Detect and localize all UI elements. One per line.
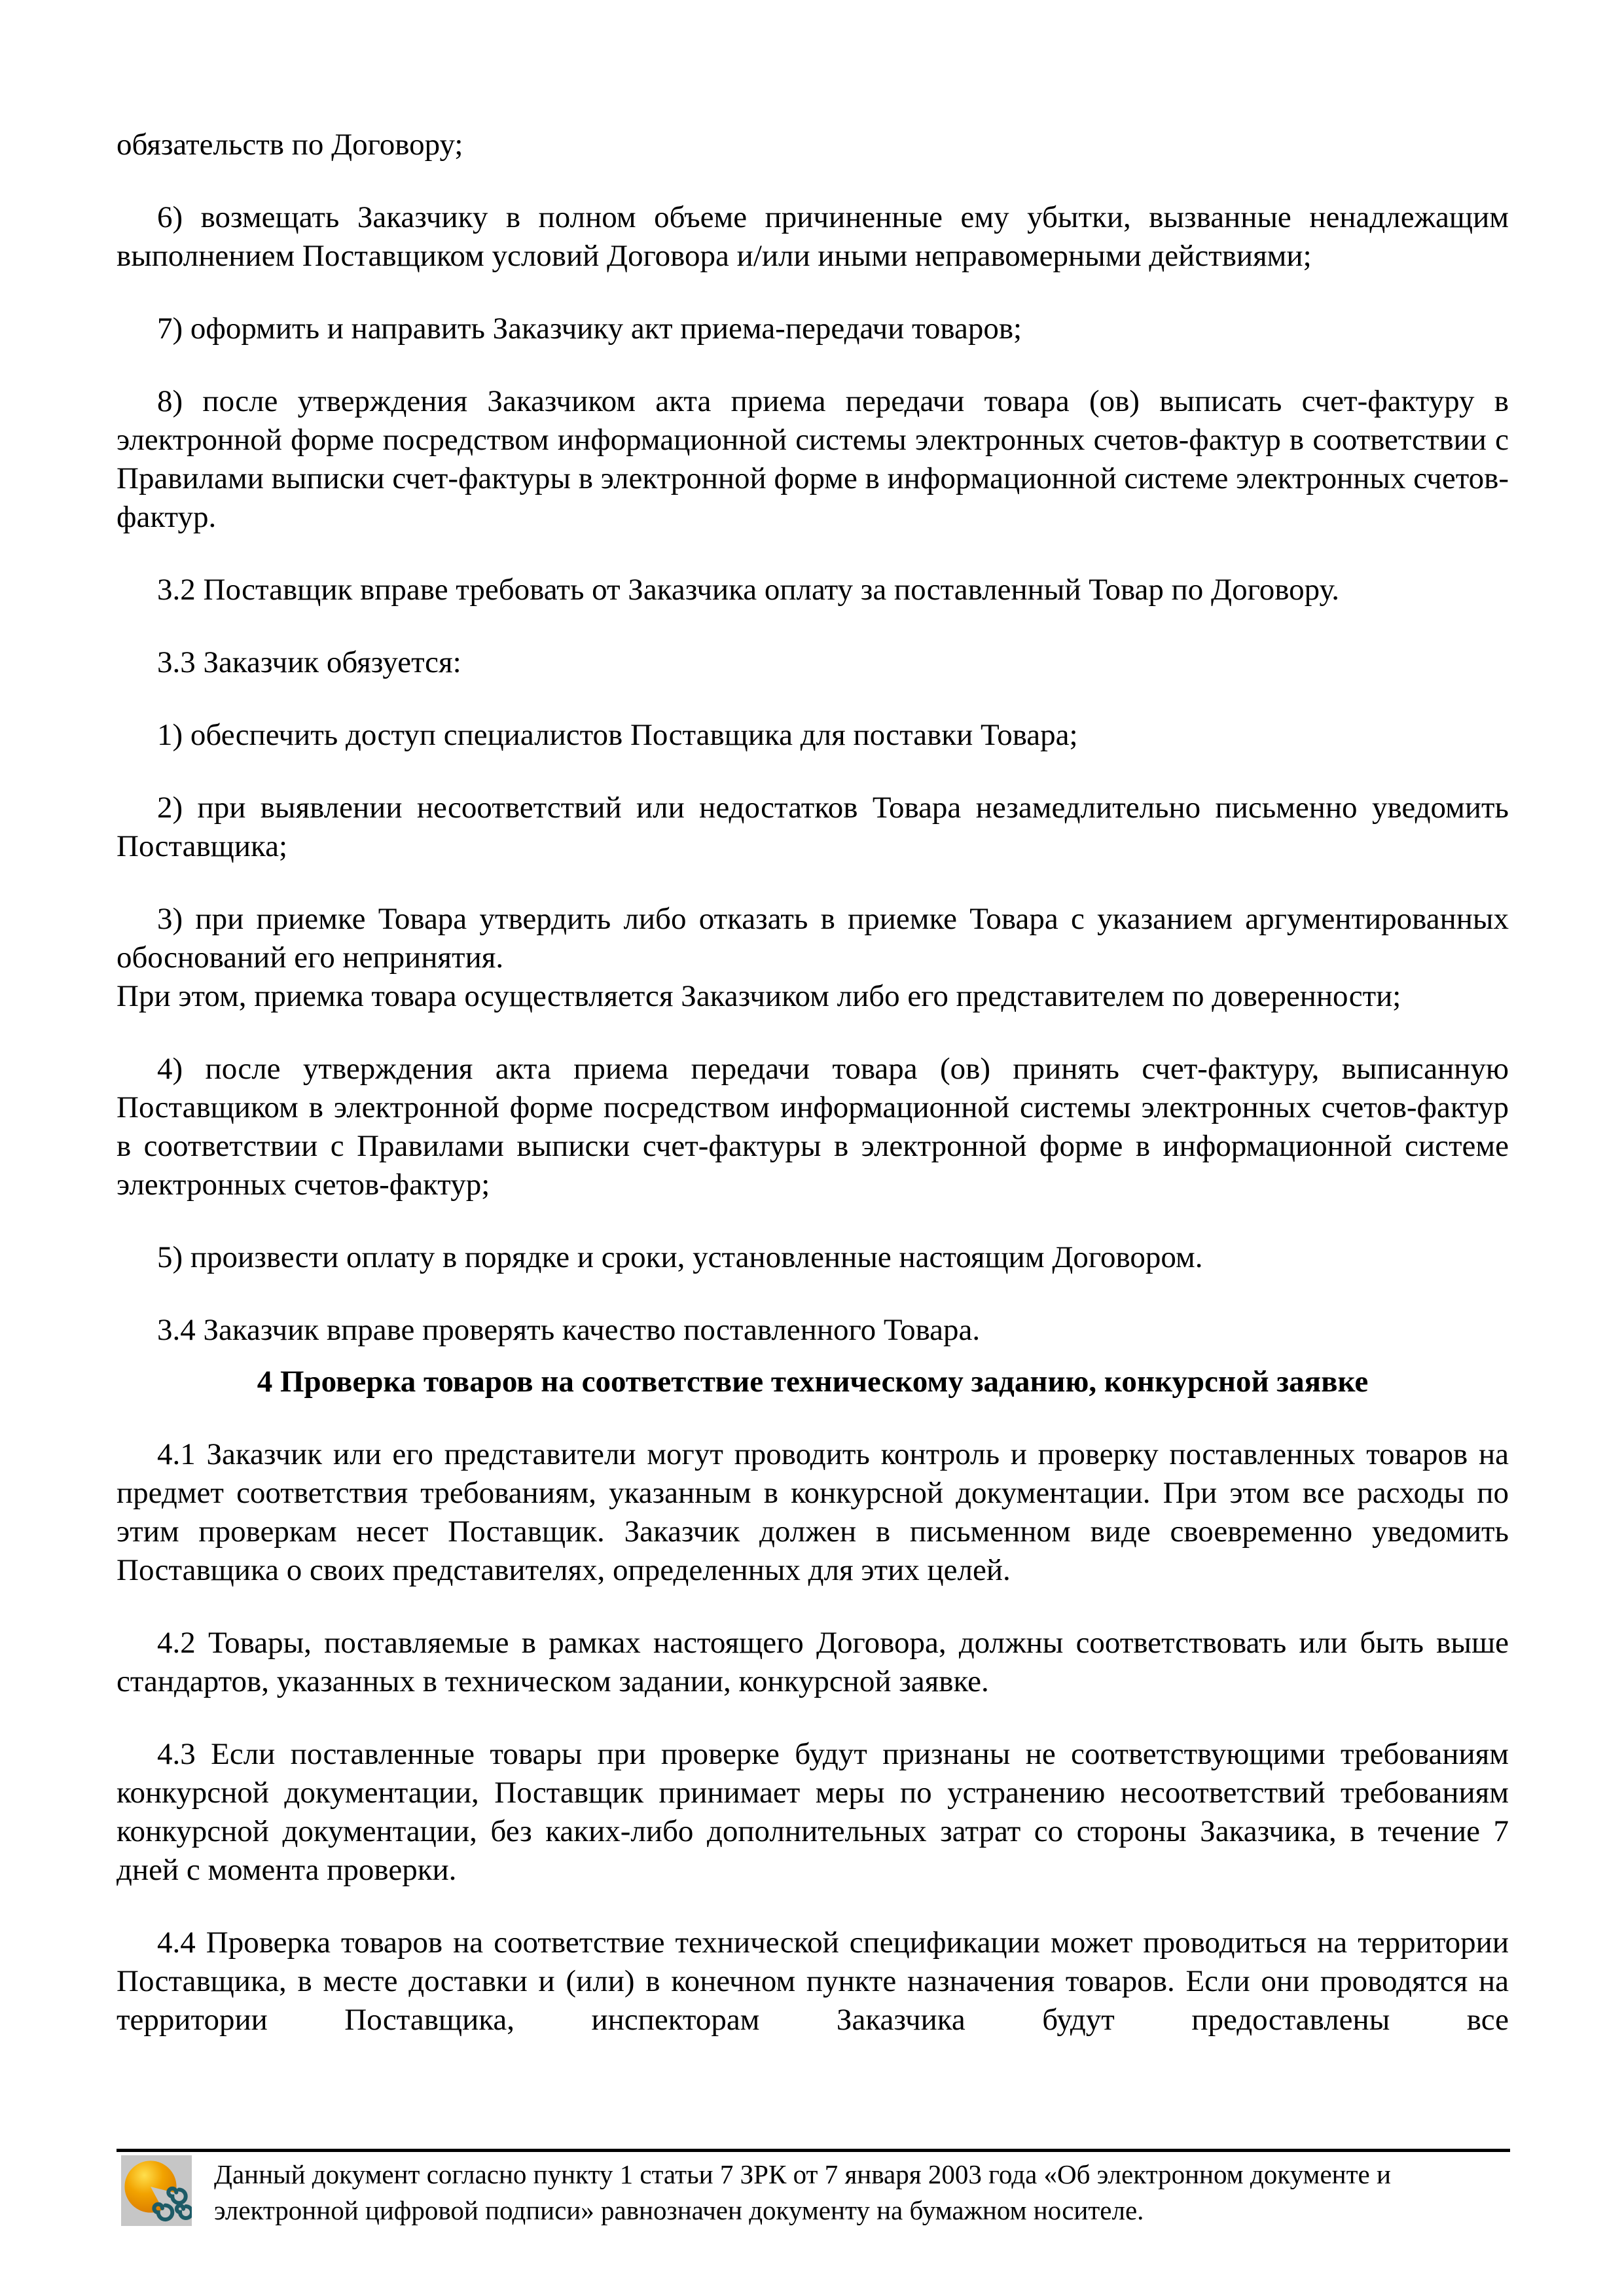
subclause-3: 3) при приемке Товара утвердить либо отказать в приемке Товара с указанием аргументированных обоснований его непринятия.: [117, 902, 1509, 975]
subclause-3-continuation: При этом, приемка товара осуществляется Заказчиком либо его представителем по доверенности;: [117, 979, 1401, 1013]
paragraph-continuation: обязательств по Договору;: [117, 128, 463, 162]
clause-4-1: 4.1 Заказчик или его представители могут проводить контроль и проверку поставленных товаров на предмет соответствия требованиям, указанным в конкурсной документации. При этом все расходы по этим проверкам несет Поставщик. Заказчик должен в письменном виде своевременно уведомить Поставщика о своих представителях, определенных для этих целей.: [117, 1437, 1509, 1587]
subclause-4: 4) после утверждения акта приема передачи товара (ов) принять счет-фактуру, выписанную Поставщиком в электронной форме посредством информационной системы электронных счетов-фактур в соответствии с Правилами выписки счет-фактуры в электронной форме в информационной системе электронных счетов-фактур;: [117, 1052, 1509, 1202]
subclause-5: 5) произвести оплату в порядке и сроки, установленные настоящим Договором.: [157, 1240, 1203, 1274]
egov-golden-emblem-icon: [121, 2155, 192, 2226]
section-4-heading: 4 Проверка товаров на соответствие техническому заданию, конкурсной заявке: [257, 1365, 1369, 1399]
clause-6: 6) возмещать Заказчику в полном объеме причиненные ему убытки, вызванные ненадлежащим выполнением Поставщиком условий Договора и/или иными неправомерными действиями;: [117, 200, 1509, 273]
contract-body: [117, 126, 1509, 2073]
footer-divider: [117, 2149, 1510, 2152]
clause-3-2: 3.2 Поставщик вправе требовать от Заказчика оплату за поставленный Товар по Договору.: [157, 573, 1339, 607]
clause-3-3: 3.3 Заказчик обязуется:: [157, 645, 461, 679]
footer-line-2: электронной цифровой подписи» равнозначен документу на бумажном носителе.: [214, 2195, 1144, 2225]
clause-3-4: 3.4 Заказчик вправе проверять качество поставленного Товара.: [157, 1313, 981, 1347]
clause-4-3: 4.3 Если поставленные товары при проверке будут признаны не соответствующими требованиям конкурсной документации, Поставщик принимает меры по устранению несоответствий требованиям конкурсной документации, без каких-либо дополнительных затрат со стороны Заказчика, в течение 7 дней с момента проверки.: [117, 1737, 1509, 1887]
footer: [121, 2155, 1391, 2229]
clause-4-2: 4.2 Товары, поставляемые в рамках настоящего Договора, должны соответствовать или быть выше стандартов, указанных в техническом задании, конкурсной заявке.: [117, 1626, 1509, 1698]
clause-7: 7) оформить и направить Заказчику акт приема-передачи товаров;: [157, 312, 1022, 346]
clause-8: 8) после утверждения Заказчиком акта приема передачи товара (ов) выписать счет-фактуру в электронной форме посредством информационной системы электронных счетов-фактур в соответствии с Правилами выписки счет-фактуры в электронной форме в информационной системе электронных счетов-фактур.: [117, 384, 1509, 534]
clause-4-4: 4.4 Проверка товаров на соответствие технической спецификации может проводиться на территории Поставщика, в месте доставки и (или) в конечном пункте назначения товаров. Если они проводятся на территории Поставщика, инспекторам Заказчика будут предоставлены все: [117, 1926, 1509, 2037]
subclause-1: 1) обеспечить доступ специалистов Поставщика для поставки Товара;: [157, 718, 1078, 752]
subclause-2: 2) при выявлении несоответствий или недостатков Товара незамедлительно письменно уведомить Поставщика;: [117, 791, 1509, 863]
footer-line-1: Данный документ согласно пункту 1 статьи 7 ЗРК от 7 января 2003 года «Об электронном документе и: [214, 2159, 1391, 2189]
footer-legal-note: [214, 2157, 1391, 2229]
